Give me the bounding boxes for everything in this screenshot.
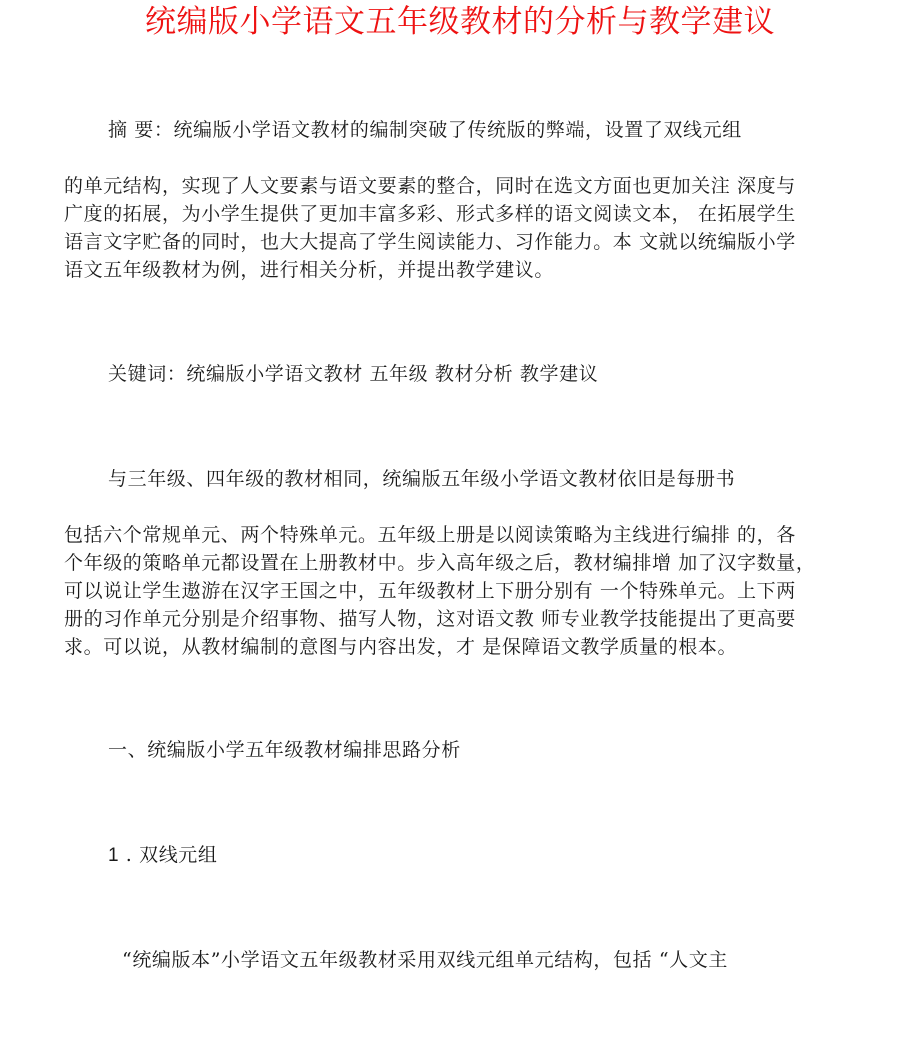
abstract-line: 广度的拓展，为小学生提供了更加丰富多彩、形式多样的语文阅读文本， 在拓展学生 bbox=[64, 203, 796, 225]
paragraph-line: 可以说让学生遨游在汉字王国之中，五年级教材上下册分别有 一个特殊单元。上下两 bbox=[64, 580, 796, 602]
paragraph-line: 求。可以说，从教材编制的意图与内容出发，才 是保障语文教学质量的根本。 bbox=[64, 636, 738, 658]
subsection-number: 1 bbox=[108, 845, 120, 866]
keywords: 关键词：统编版小学语文教材 五年级 教材分析 教学建议 bbox=[108, 363, 599, 385]
paragraph-line: “统编版本”小学语文五年级教材采用双线元组单元结构，包括 “人文主 bbox=[122, 949, 728, 971]
paragraph-line: 与三年级、四年级的教材相同，统编版五年级小学语文教材依旧是每册书 bbox=[108, 468, 736, 490]
subsection-title: . 双线元组 bbox=[119, 844, 218, 866]
abstract-line: 语文五年级教材为例，进行相关分析，并提出教学建议。 bbox=[64, 259, 555, 281]
paragraph-line: 个年级的策略单元都设置在上册教材中。步入高年级之后，教材编排增 加了汉字数量， bbox=[64, 552, 816, 574]
paragraph-line: 包括六个常规单元、两个特殊单元。五年级上册是以阅读策略为主线进行编排 的，各 bbox=[64, 524, 796, 546]
paragraph-line: 册的习作单元分别是介绍事物、描写人物，这对语文教 师专业教学技能提出了更高要 bbox=[64, 608, 796, 630]
subsection-heading bbox=[108, 841, 908, 870]
document-title: 统编版小学语文五年级教材的分析与教学建议 bbox=[145, 4, 775, 40]
abstract-line: 摘 要：统编版小学语文教材的编制突破了传统版的弊端，设置了双线元组 bbox=[108, 119, 742, 141]
abstract-line: 语言文字贮备的同时，也大大提高了学生阅读能力、习作能力。本 文就以统编版小学 bbox=[64, 231, 796, 253]
abstract-line: 的单元结构，实现了人文要素与语文要素的整合，同时在选文方面也更加关注 深度与 bbox=[64, 175, 796, 197]
section-heading: 一、统编版小学五年级教材编排思路分析 bbox=[108, 739, 461, 761]
